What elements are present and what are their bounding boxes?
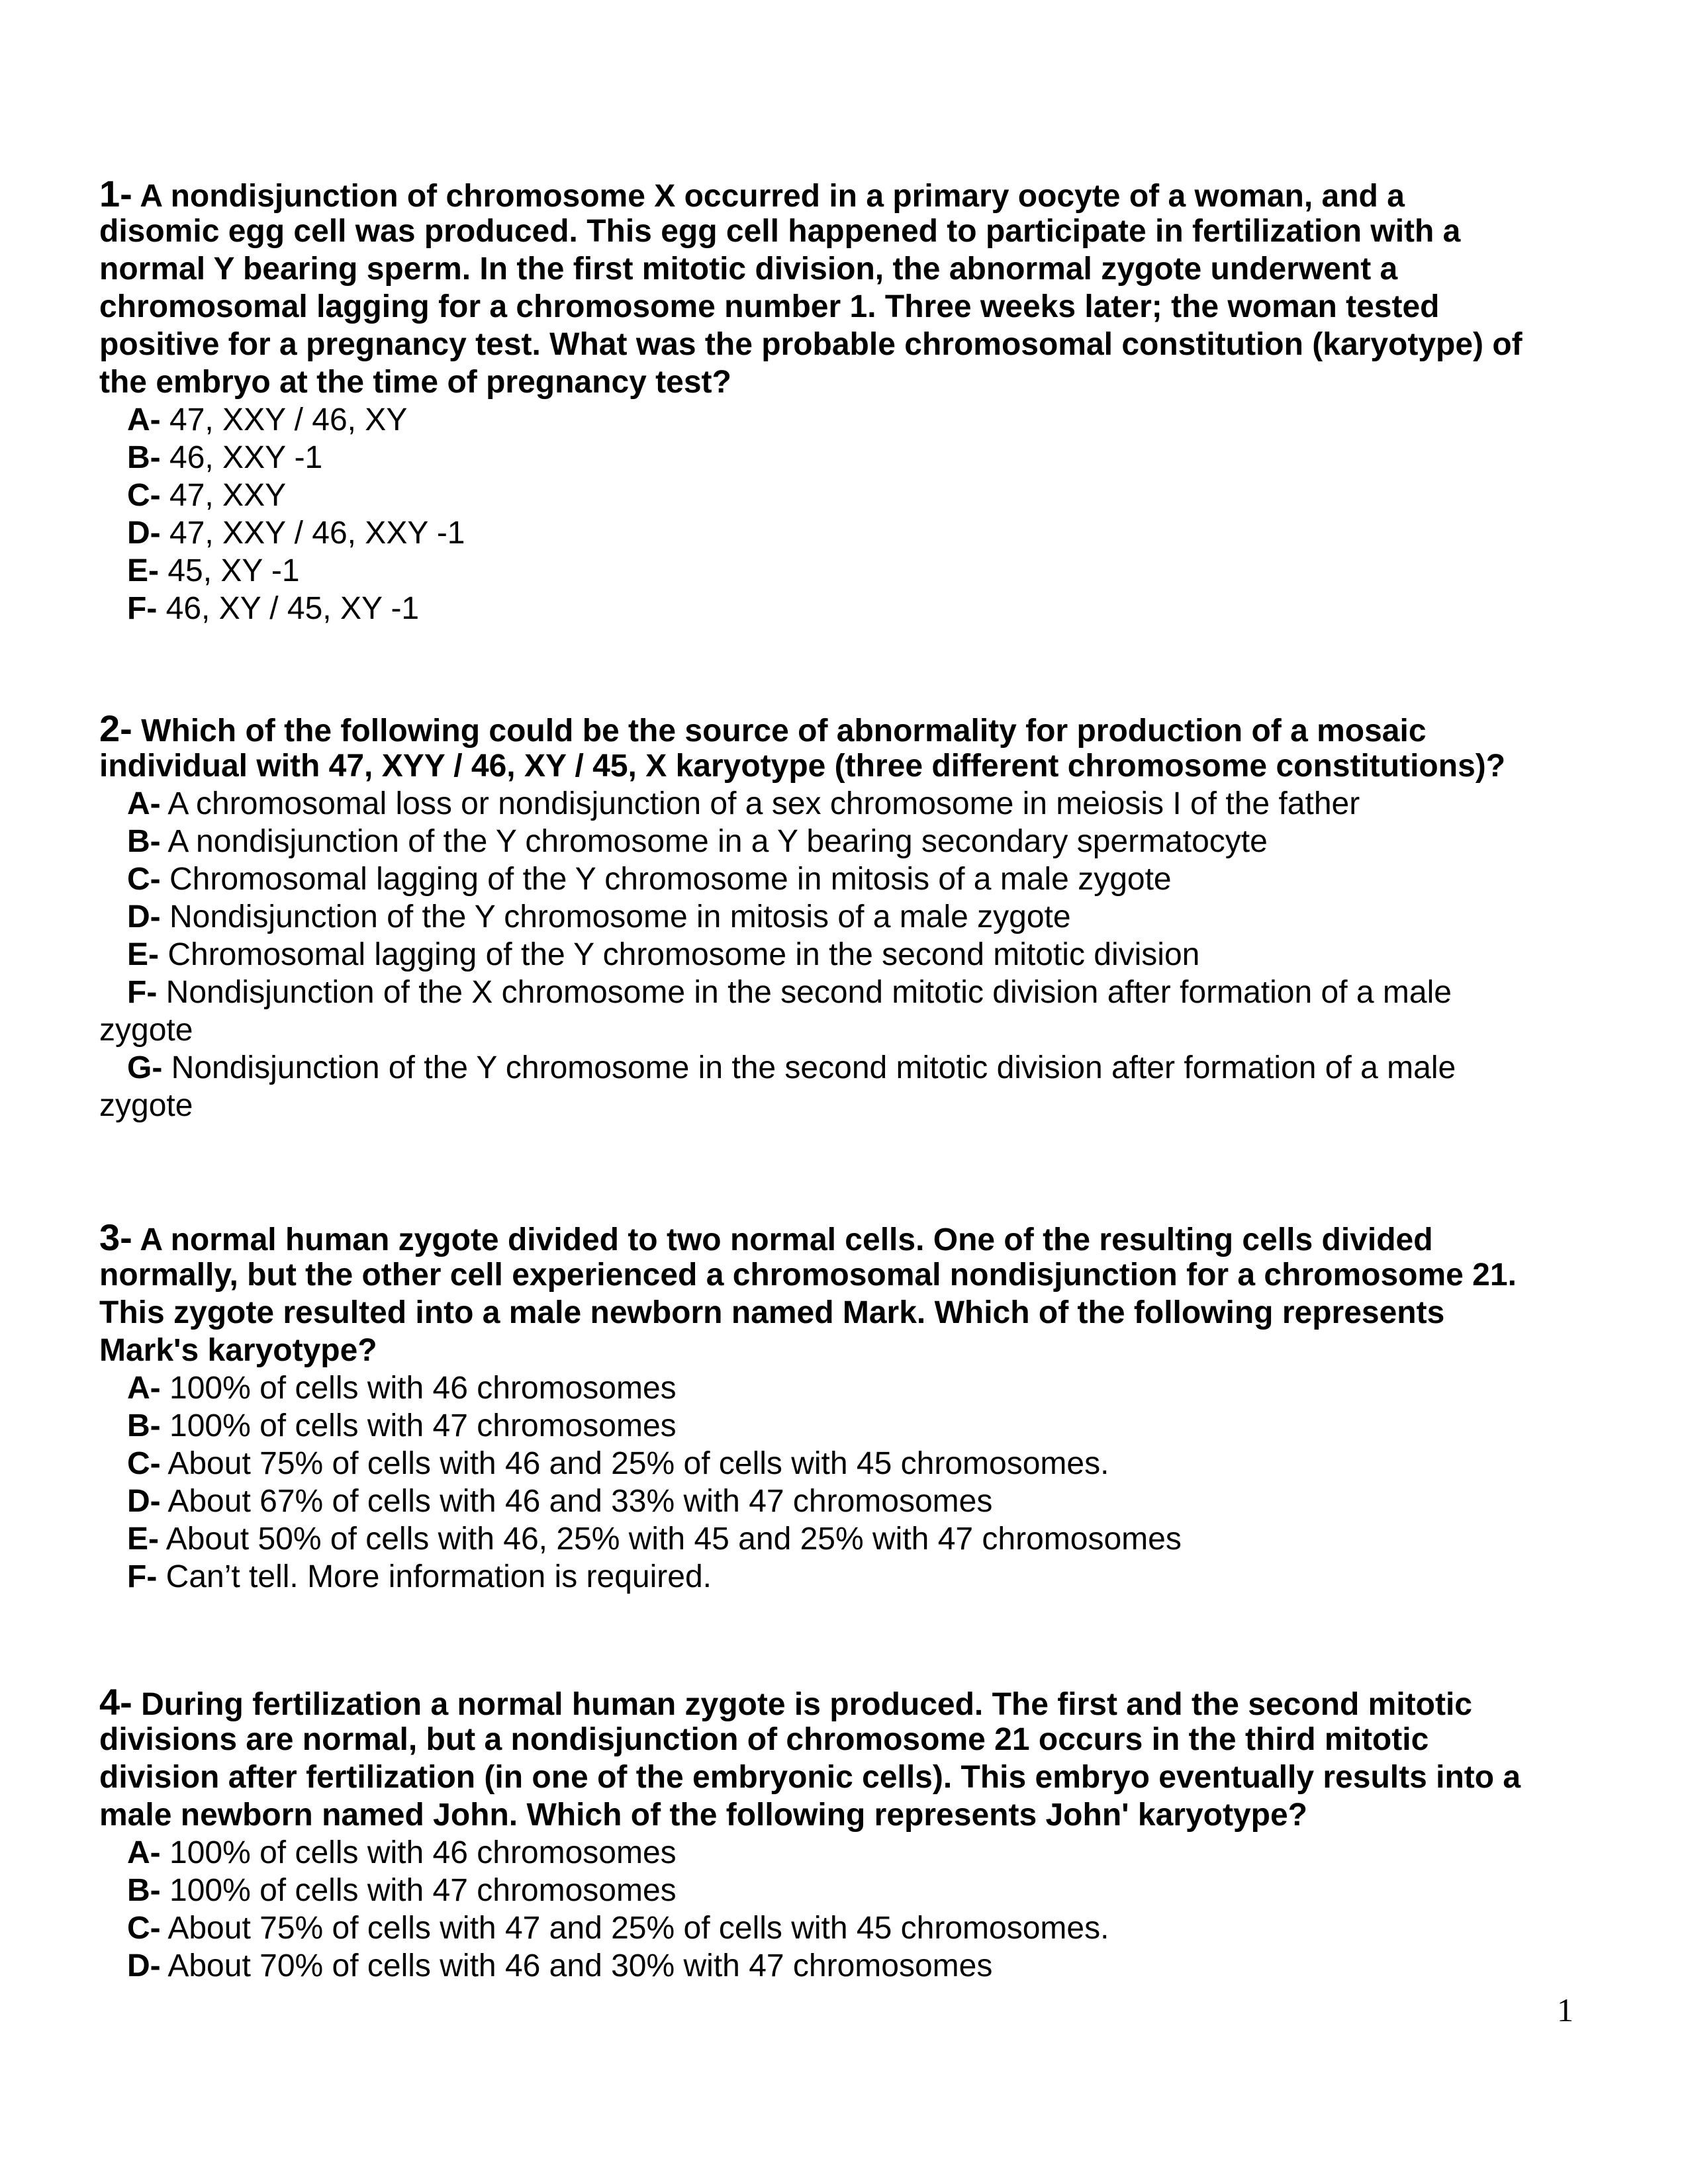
option-letter: G-: [127, 1050, 163, 1085]
question-1: [99, 175, 1622, 627]
option-text: 100% of cells with 47 chromosomes: [160, 1873, 677, 1908]
option-line: [99, 1369, 1622, 1407]
option-letter: D-: [127, 1948, 161, 1983]
option-text: 47, XXY: [160, 478, 287, 513]
option-letter: E-: [127, 937, 159, 972]
question-number: 4-: [99, 1681, 132, 1723]
option-text: About 50% of cells with 46, 25% with 45 and 25% with 47 chromosomes: [159, 1522, 1182, 1557]
stem-text: divisions are normal, but a nondisjunction of chromosome 21 occurs in the third mitotic: [99, 1722, 1429, 1757]
question-stem-line: [99, 326, 1622, 363]
option-text: Chromosomal lagging of the Y chromosome in the second mitotic division: [159, 937, 1200, 972]
question-stem-line: [99, 363, 1622, 401]
option-line: [99, 1558, 1622, 1596]
option-letter: C-: [127, 1446, 161, 1481]
option-line: [99, 1011, 1622, 1049]
option-letter: B-: [127, 824, 161, 859]
option-text: Chromosomal lagging of the Y chromosome in mitosis of a male zygote: [160, 862, 1172, 897]
option-line: [99, 1445, 1622, 1482]
stem-text: male newborn named John. Which of the following represents John' karyotype?: [99, 1797, 1307, 1833]
option-letter: C-: [127, 1911, 161, 1946]
option-line: [99, 401, 1622, 439]
option-text: Nondisjunction of the Y chromosome in mitosis of a male zygote: [160, 899, 1071, 934]
question-stem-line: [99, 1721, 1622, 1758]
answer-option-d: [99, 1482, 1622, 1520]
option-text: zygote: [99, 1013, 193, 1048]
option-line: [99, 1482, 1622, 1520]
option-letter: A-: [127, 1371, 161, 1406]
option-text: 100% of cells with 46 chromosomes: [160, 1835, 677, 1870]
option-letter: E-: [127, 1522, 159, 1557]
option-line: [99, 1407, 1622, 1445]
option-text: 100% of cells with 47 chromosomes: [160, 1408, 677, 1443]
option-line: [99, 514, 1622, 552]
answer-option-b: [99, 439, 1622, 477]
option-letter: F-: [127, 591, 158, 626]
answer-option-a: [99, 1834, 1622, 1872]
question-stem-line: [99, 1294, 1622, 1332]
question-stem-line: [99, 1796, 1622, 1834]
answer-option-a: [99, 401, 1622, 439]
answer-option-b: [99, 823, 1622, 860]
option-text: Nondisjunction of the Y chromosome in the second mitotic division after formation of a male: [162, 1050, 1456, 1085]
answer-option-b: [99, 1872, 1622, 1909]
option-text: zygote: [99, 1088, 193, 1123]
option-line: [99, 1049, 1622, 1087]
question-stem-line: [99, 1218, 1622, 1256]
option-letter: D-: [127, 1484, 161, 1519]
question-stem-line: [99, 709, 1622, 747]
option-line: [99, 590, 1622, 627]
stem-text: During fertilization a normal human zygote is produced. The first and the second mitotic: [132, 1687, 1472, 1722]
option-line: [99, 898, 1622, 936]
answer-option-e: [99, 552, 1622, 590]
answer-option-f: [99, 590, 1622, 627]
option-text: 100% of cells with 46 chromosomes: [160, 1371, 677, 1406]
question-number: 3-: [99, 1216, 132, 1258]
option-line: [99, 477, 1622, 514]
stem-text: positive for a pregnancy test. What was the probable chromosomal constitution (karyotype) of: [99, 327, 1523, 362]
option-line: [99, 785, 1622, 823]
question-stem-line: [99, 747, 1622, 785]
option-letter: A-: [127, 402, 161, 437]
question-3: [99, 1218, 1622, 1596]
option-text: 47, XXY / 46, XY: [160, 402, 408, 437]
stem-text: chromosomal lagging for a chromosome number 1. Three weeks later; the woman tested: [99, 289, 1440, 324]
option-text: 46, XXY -1: [160, 440, 323, 475]
stem-text: A nondisjunction of chromosome X occurred in a primary oocyte of a woman, and a: [132, 179, 1405, 214]
option-text: 45, XY -1: [159, 553, 300, 588]
option-text: Can’t tell. More information is required.: [157, 1559, 712, 1594]
question-4: [99, 1683, 1622, 1985]
option-text: Nondisjunction of the X chromosome in the second mitotic division after formation of a male: [157, 975, 1452, 1010]
question-stem-line: [99, 1758, 1622, 1796]
option-letter: D-: [127, 516, 161, 551]
option-text: About 75% of cells with 46 and 25% of cells with 45 chromosomes.: [160, 1446, 1109, 1481]
answer-option-d: [99, 1947, 1622, 1985]
answer-option-c: [99, 1909, 1622, 1947]
answer-option-d: [99, 514, 1622, 552]
stem-text: A normal human zygote divided to two normal cells. One of the resulting cells divided: [132, 1222, 1433, 1257]
stem-text: disomic egg cell was produced. This egg cell happened to participate in fertilization with a: [99, 214, 1461, 249]
option-line: [99, 1087, 1622, 1124]
option-letter: C-: [127, 862, 161, 897]
answer-option-e: [99, 936, 1622, 974]
option-line: [99, 1834, 1622, 1872]
option-text: About 67% of cells with 46 and 33% with 47 chromosomes: [160, 1484, 993, 1519]
option-line: [99, 1872, 1622, 1909]
option-line: [99, 936, 1622, 974]
answer-option-c: [99, 860, 1622, 898]
option-line: [99, 860, 1622, 898]
question-stem-line: [99, 212, 1622, 250]
option-line: [99, 552, 1622, 590]
question-2: [99, 709, 1622, 1124]
option-line: [99, 1909, 1622, 1947]
stem-text: Which of the following could be the source of abnormality for production of a mosaic: [132, 713, 1427, 749]
option-letter: B-: [127, 1873, 161, 1908]
stem-text: normally, but the other cell experienced a chromosomal nondisjunction for a chromosome 21.: [99, 1257, 1517, 1293]
question-stem-line: [99, 1683, 1622, 1721]
option-letter: C-: [127, 478, 161, 513]
answer-option-d: [99, 898, 1622, 936]
question-number: 1-: [99, 173, 132, 214]
option-text: 47, XXY / 46, XXY -1: [160, 516, 465, 551]
option-letter: B-: [127, 1408, 161, 1443]
answer-option-c: [99, 1445, 1622, 1482]
option-line: [99, 439, 1622, 477]
option-text: A chromosomal loss or nondisjunction of a sex chromosome in meiosis I of the father: [160, 786, 1360, 821]
question-number: 2-: [99, 707, 132, 749]
stem-text: the embryo at the time of pregnancy test?: [99, 365, 731, 400]
question-stem-line: [99, 250, 1622, 288]
question-stem-line: [99, 288, 1622, 326]
answer-option-f: [99, 1558, 1622, 1596]
stem-text: division after fertilization (in one of the embryonic cells). This embryo eventually results into a: [99, 1760, 1521, 1795]
option-text: 46, XY / 45, XY -1: [157, 591, 420, 626]
option-line: [99, 1947, 1622, 1985]
option-line: [99, 823, 1622, 860]
question-stem-line: [99, 1256, 1622, 1294]
stem-text: individual with 47, XYY / 46, XY / 45, X karyotype (three different chromosome constitutions)?: [99, 749, 1506, 784]
option-letter: E-: [127, 553, 159, 588]
stem-text: Mark's karyotype?: [99, 1333, 377, 1368]
answer-option-a: [99, 785, 1622, 823]
answer-option-a: [99, 1369, 1622, 1407]
answer-option-f: [99, 974, 1622, 1049]
option-line: [99, 1520, 1622, 1558]
question-stem-line: [99, 1332, 1622, 1369]
option-text: A nondisjunction of the Y chromosome in a Y bearing secondary spermatocyte: [160, 824, 1268, 859]
answer-option-c: [99, 477, 1622, 514]
option-letter: D-: [127, 899, 161, 934]
option-letter: F-: [127, 975, 158, 1010]
option-line: [99, 974, 1622, 1011]
option-letter: B-: [127, 440, 161, 475]
answer-option-b: [99, 1407, 1622, 1445]
option-text: About 70% of cells with 46 and 30% with 47 chromosomes: [160, 1948, 993, 1983]
question-stem-line: [99, 175, 1622, 212]
answer-option-e: [99, 1520, 1622, 1558]
option-letter: A-: [127, 1835, 161, 1870]
page-number: 1: [1557, 1991, 1573, 2028]
option-letter: F-: [127, 1559, 158, 1594]
stem-text: normal Y bearing sperm. In the first mitotic division, the abnormal zygote underwent a: [99, 251, 1398, 287]
option-text: About 75% of cells with 47 and 25% of cells with 45 chromosomes.: [160, 1911, 1109, 1946]
option-letter: A-: [127, 786, 161, 821]
answer-option-g: [99, 1049, 1622, 1124]
stem-text: This zygote resulted into a male newborn named Mark. Which of the following represents: [99, 1295, 1445, 1330]
